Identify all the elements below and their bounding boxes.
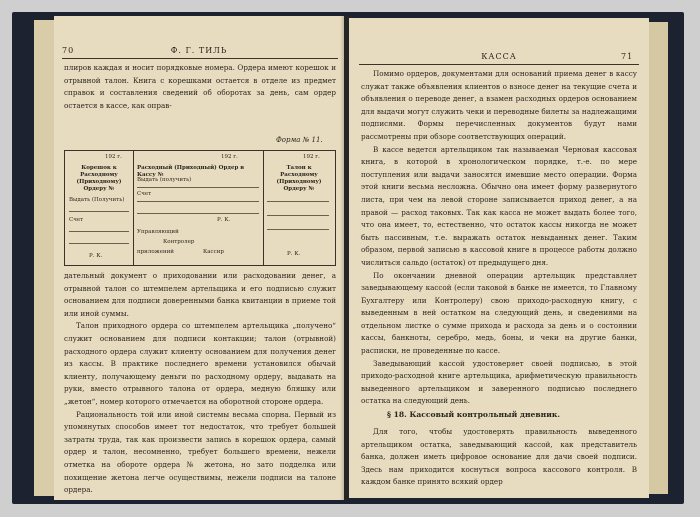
right-page-number: 71 — [621, 52, 634, 61]
right-paragraph-3: По окончании дневной операции артельщик представляет заведывающему кассой (если таковой в банке не имеется, то Главному Бухгалтеру или Контролеру) свою приходо-расходную книгу, с выведенным в ней остатком на следующий день, и сведениями на отдельном листке о сумме прихода и расхода за день и о состоянии кассы, банкноты, серебро, медь, боны, и чеки на другие банки, расписки, не проведенные по кассе. — [361, 270, 637, 356]
right-paragraph-4: Заведывающий кассой удостоверяет своей подписью, в этой приходо-расходной книге артельщика, арифметическую правильность выведенного артельщиком и заверенного подписью последнего остатка на следующий день. — [361, 358, 637, 406]
form-order-title: Расходный (Приходный) Ордер в Кассу № — [137, 165, 245, 178]
right-paragraph-5: Для того, чтобы удостоверять правильность выведенного артельщиком остатка, заведывающий кассой, как представитель банка, должен иметь цифровое основание для дачи своей подписи. Здесь нам приходится коснуться вопроса кассового контроля. В каждом банке принято всякий ордер — [361, 427, 637, 487]
left-bottom-text — [64, 270, 336, 497]
form-order-controller: Контролер — [163, 239, 195, 245]
form-order-issue: Выдать (получить) — [137, 177, 192, 183]
form-coupon-date: 192 г. — [303, 154, 320, 160]
form-stub-column — [65, 151, 134, 265]
form-order-account: Счет — [137, 191, 152, 197]
left-paragraph-1: дательный документ о приходовании или расходовании денег, а отрывной талон со штемпелем артельщика и его подписью служит основанием для подписи доверенными банка квитанции в приеме той или иной суммы. — [64, 271, 336, 318]
right-last-text — [361, 426, 637, 489]
right-page — [349, 18, 649, 498]
form-stub-rk: Р. К. — [89, 253, 103, 259]
left-paragraph-3: Рациональность той или иной системы весьма спорна. Первый из упомянутых способов имеет тот недостаток, что требует большей затраты труда, так как произвести запись в корешок ордера, самый ордер и талон, несомненно, требует большего времени, нежели отметка на обороте ордера № жетона, но зато подделка или похищение жетона легче осуществимы, нежели подписи на талоне ордера. — [64, 409, 336, 495]
right-main-text — [361, 68, 637, 408]
order-form-illustration — [64, 150, 336, 266]
right-paragraph-2: В кассе ведется артельщиком так называемая Черновая кассовая книга, в которой в хронологическом порядке, т.-е. по мере поступления или выдачи заносятся имевшие место операции. Форма этой книги весьма несложна. Обычно она имеет форму развернутого листа, при чем на левой стороне записывается приход денег, а на правой — расход таковых. Так как касса не может выдать более того, что она имеет, то, естественно, что остаток кассы никогда не может быть пассивным, т.е. выражать остаток невыданных денег. Таким образом, первой записью в кассовой книге в процессе работы должно числиться сальдо (остаток) от предыдущего дня. — [361, 144, 637, 267]
form-coupon-title: Талон к Расходному (Приходному) Ордеру № — [276, 165, 322, 192]
form-coupon-column — [263, 151, 335, 265]
section-heading: § 18. Кассовый контрольный дневник. — [387, 410, 560, 419]
right-paragraph-1: Помимо ордеров, документами для оснований приема денег в кассу служат также объявления клиентов о взносе денег на текущие счета и объявления о переводе денег, а взамен расходных ордеров основанием для выдачи могут служить чеки и переводные билеты за надлежащими подписями. Формы перечисленных документов будут нами рассмотрены при обзоре соответствующих операций. — [361, 69, 637, 141]
left-top-text — [64, 62, 336, 112]
right-head-rule — [359, 64, 639, 65]
left-running-head: Ф. Г. ТИЛЬ — [170, 46, 228, 55]
form-order-rk: Р. К. — [217, 217, 231, 223]
form-stub-account: Счет — [69, 217, 84, 223]
left-page — [54, 16, 344, 500]
left-top-paragraph: плиров каждая и носит порядковые номера. Ордера имеют корешок и отрывной талон. Книга с корешками остается в отделе из предмет справок и составления сведений об оборотах за день, сам ордер остается в кассе, как оправ- — [64, 63, 336, 110]
form-order-date: 192 г. — [221, 154, 238, 160]
form-coupon-rk: Р. К. — [287, 251, 301, 257]
form-stub-title: Корешок к Расходному (Приходному) Ордеру № — [76, 165, 122, 192]
form-stub-date: 192 г. — [105, 154, 122, 160]
page-edges-right — [648, 22, 668, 494]
form-order-attachments: приложений — [137, 249, 174, 255]
right-running-head: КАССА — [481, 52, 517, 61]
left-head-rule — [62, 58, 338, 59]
left-paragraph-2: Талон приходного ордера со штемпелем артельщика „получено“ служит основанием для подписи контакции; талон (отрывной) расходного ордера служит клиенту основанием для получения денег из кассы. В практике последнего времени установился обычай клиенту, получающему деньги по расходному ордеру, выдавать на руки, вместо отрывного талона от ордера, медную бляшку или „жетон“, номер которого отмечается на оборотной стороне ордера. — [64, 321, 336, 406]
form-order-cashier: Кассир — [203, 249, 224, 255]
left-page-number: 70 — [62, 46, 75, 55]
form-order-manager: Управляющий — [137, 229, 179, 235]
form-stub-issue: Выдать (Получить) — [69, 197, 125, 203]
form-order-column — [133, 151, 264, 265]
page-edges-left — [34, 20, 54, 496]
form-number-label: Форма № 11. — [276, 136, 323, 144]
